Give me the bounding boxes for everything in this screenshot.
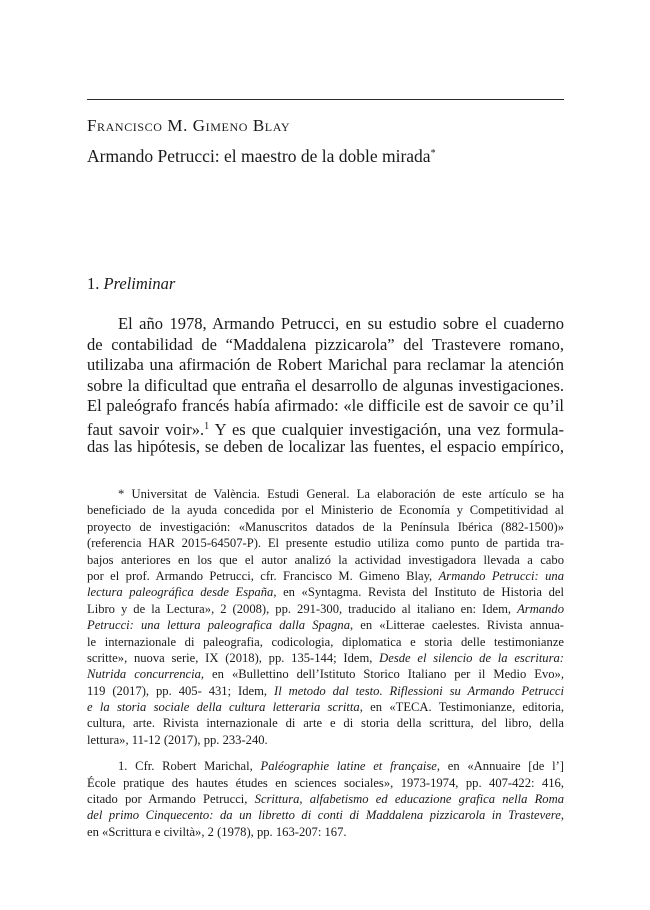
footnote-cited-title: Desde el silencio de la escritura: xyxy=(379,650,565,665)
footnote-text: , en «Annuaire [de l’] xyxy=(436,759,564,774)
footnote-line: (referencia HAR 2015-64507-P). El presente estudio utiliza como punto de partida tra- xyxy=(87,536,564,551)
body-text: Y es que cualquier investigación, una vez formula- xyxy=(209,419,564,439)
body-line: sobre la dificultad que entraña el desarrollo de algunas investigaciones. xyxy=(87,375,564,395)
body-paragraph xyxy=(87,314,564,458)
footnote-line xyxy=(87,601,564,617)
footnote-ref-1: 1 xyxy=(204,420,210,432)
footnote-line: beneficiado de la ayuda concedida por el Ministerio de Economía y Competitividad al xyxy=(87,503,564,518)
footnote-line xyxy=(87,584,564,600)
footnote-text: , xyxy=(560,808,564,823)
footnote-line xyxy=(87,650,564,666)
footnote-text: , en «TECA. Testimonianze, editoria, xyxy=(359,700,565,715)
footnote-line xyxy=(87,699,564,715)
footnote-cited-title: Paléographie latine et française xyxy=(260,759,437,774)
footnote-cited-title: lectura paleográfica desde España xyxy=(87,585,274,600)
header-rule xyxy=(87,99,564,100)
footnote-cited-title: Nutrida concurrencia xyxy=(87,667,201,682)
footnote-line xyxy=(87,617,564,633)
footnote-line xyxy=(87,666,564,682)
footnote-line xyxy=(87,683,564,699)
footnote-text: , en «Litterae caelestes. Rivista annua- xyxy=(350,618,564,633)
body-text: faut savoir voir». xyxy=(87,419,205,439)
footnote-text: , en «Syntagma. Revista del Instituto de Historia del xyxy=(273,585,564,600)
footnote-text: por el prof. Armando Petrucci, cfr. Francisco M. Gimeno Blay, xyxy=(87,568,439,583)
footnote-line: proyecto de investigación: «Manuscritos datados de la Península Ibérica (882-1500)» xyxy=(87,519,564,534)
footnote-line xyxy=(87,807,564,823)
footnote-cited-title: Petrucci: una lettura paleografica dalla Spagna xyxy=(87,618,351,633)
footnote-line: cultura, arte. Rivista internazionale di arte e di storia della scrittura, del libro, della xyxy=(87,716,564,731)
footnote-cited-title: Armando Petrucci: una xyxy=(438,568,564,583)
footnote-text: citado por Armando Petrucci, xyxy=(87,792,255,807)
footnotes xyxy=(87,486,564,850)
footnote-cited-title: Scrittura, alfabetismo ed educazione grafica nella Roma xyxy=(254,792,565,807)
footnote-cited-title: e la storia sociale della cultura letteraria scritta xyxy=(87,700,360,715)
body-line: utilizaba una afirmación de Robert Marichal para reclamar la atención xyxy=(87,355,564,374)
footnote-star xyxy=(87,486,564,748)
body-line: El paleógrafo francés había afirmado: «le difficile est de savoir ce qu’il xyxy=(87,396,564,415)
section-number: 1. xyxy=(87,274,100,293)
footnote-line: en «Scrittura e civiltà», 2 (1978), pp. 163-207: 167. xyxy=(87,824,347,839)
footnote-cited-title: Il metodo dal testo. Riflessioni su Armando Petrucci xyxy=(274,683,565,698)
footnote-text: Libro y de la Lectura», 2 (2008), pp. 291-300, traducido al italiano en: Idem, xyxy=(87,601,518,616)
footnote-cited-title: Armando xyxy=(517,601,564,616)
footnote-text: , en «Bullettino dell’Istituto Storico Italiano per il Medio Evo», xyxy=(200,667,565,682)
footnote-text: 1. Cfr. Robert Marichal, xyxy=(118,759,261,774)
footnote-line xyxy=(87,758,564,774)
footnote-line: bajos anteriores en los que el autor analizó la actividad investigadora llevada a cabo xyxy=(87,552,564,567)
body-line: El año 1978, Armando Petrucci, en su estudio sobre el cuaderno xyxy=(118,314,564,333)
article-title xyxy=(87,148,436,166)
section-heading xyxy=(87,276,175,293)
footnote-text: 119 (2017), pp. 405- 431; Idem, xyxy=(87,683,274,698)
footnote-cited-title: del primo Cinquecento: da un libretto di conti di Maddalena pizzicarola in Trastevere xyxy=(87,808,561,823)
footnote-line xyxy=(87,791,564,807)
body-line: das las hipótesis, se deben de localizar las fuentes, el espacio empírico, xyxy=(87,437,564,456)
footnote-line: * Universitat de València. Estudi General. La elaboración de este artículo se ha xyxy=(118,487,564,501)
footnote-text: scritte», nuova serie, IX (2018), pp. 135-144; Idem, xyxy=(87,650,380,665)
footnote-line xyxy=(87,568,564,584)
footnote-line: École pratique des hautes études en sciences sociales», 1973-1974, pp. 407-422: 416, xyxy=(87,775,564,790)
article-author: Francisco M. Gimeno Blay xyxy=(87,116,291,135)
title-footnote-mark: * xyxy=(430,148,436,159)
body-line: de contabilidad de “Maddalena pizzicarola” del Trastevere romano, xyxy=(87,334,564,354)
section-title: Preliminar xyxy=(103,274,176,293)
article-title-text: Armando Petrucci: el maestro de la doble mirada xyxy=(87,146,431,166)
footnote-1 xyxy=(87,758,564,840)
body-line xyxy=(87,417,564,438)
footnote-line: lettura», 11-12 (2017), pp. 233-240. xyxy=(87,732,268,747)
footnote-line: le internazionale di paleografia, codicologia, diplomatica e storia delle testimonianze xyxy=(87,634,564,649)
